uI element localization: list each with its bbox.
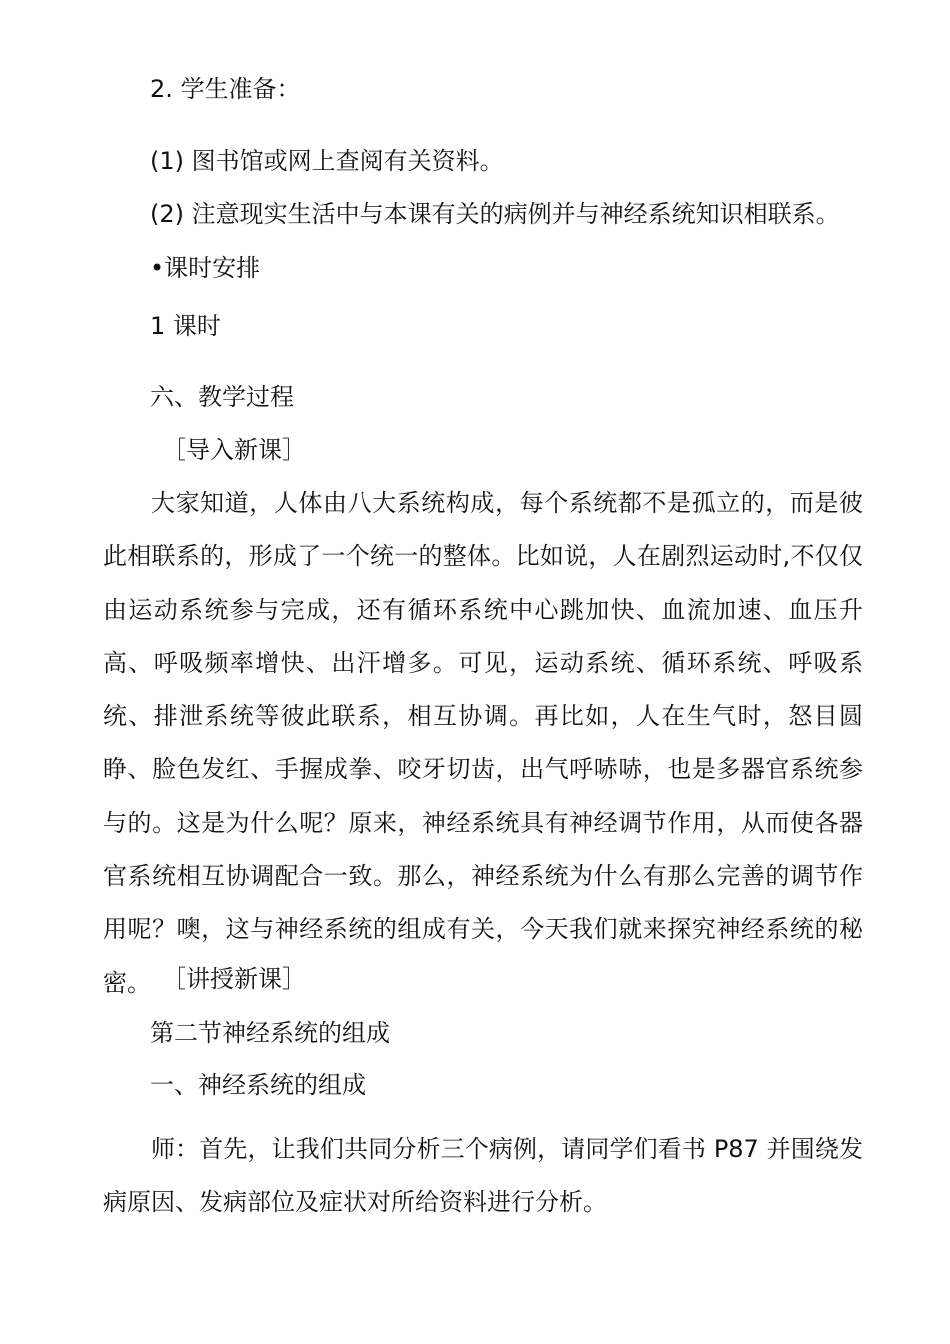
student-prep-heading: 2. 学生准备： [150,75,301,103]
intro-paragraph: 大家知道，人体由八大系统构成，每个系统都不是孤立的，而是彼此相联系的，形成了一个统一的整体。比如说，人在剧烈运动时,不仅仅由运动系统参与完成，还有循环系统中心跳加快、血流加速、血压升高、呼吸频率增快、出汗增多。可见，运动系统、循环系统、呼吸系统、排泄系统等彼此联系，相互协调。再比如，人在生气时，怒目圆睁、脸色发红、手握成拳、咬牙切齿，出气呼哧哧，也是多器官系统参与的。这是为什么呢？原来，神经系统具有神经调节作用，从而使各器官系统相互协调配合一致。那么，神经系统为什么有那么完善的调节作用呢？噢，这与神经系统的组成有关，今天我们就来探究神经系统的秘密。 [103,489,863,997]
process-heading: 六、教学过程 [150,383,294,411]
prep-item-2: (2) 注意现实生活中与本课有关的病例并与神经系统知识相联系。 [150,200,840,228]
subsection-title: 一、神经系统的组成 [150,1071,366,1099]
schedule-heading: •课时安排 [150,254,261,282]
schedule-value: 1 课时 [150,312,221,340]
teacher-paragraph: 师：首先，让我们共同分析三个病例，请同学们看书 P87 并围绕发病原因、发病部位及症状对所给资料进行分析。 [103,1135,863,1217]
intro-label: ［导入新课］ [162,436,306,464]
prep-item-1: (1) 图书馆或网上查阅有关资料。 [150,147,504,175]
section-title: 第二节神经系统的组成 [150,1019,390,1047]
lecture-label: ［讲授新课］ [162,965,306,993]
